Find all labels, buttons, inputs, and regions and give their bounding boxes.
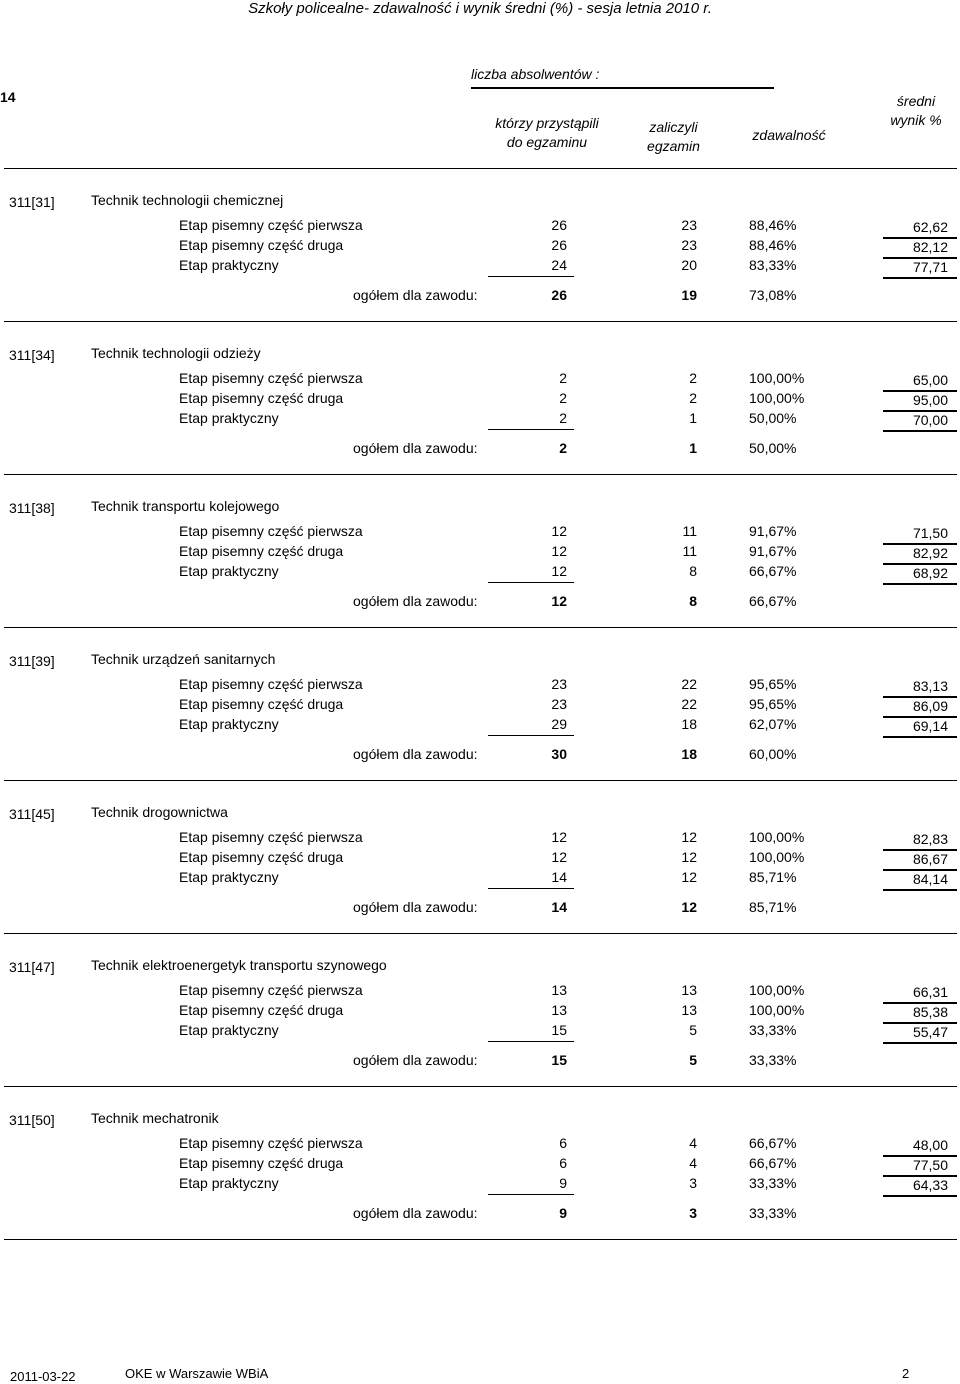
count-underline — [488, 582, 574, 583]
section-code: 311[38] — [9, 500, 55, 516]
stage-przystapili: 14 — [551, 869, 567, 885]
stage-zaliczyli: 8 — [689, 563, 697, 579]
section-2 — [0, 495, 960, 648]
stage-label: Etap pisemny część pierwsza — [179, 982, 363, 998]
section-name: Technik elektroenergetyk transportu szynowego — [91, 957, 387, 973]
stage-wynik: 82,12 — [912, 239, 948, 255]
stage-przystapili: 24 — [551, 257, 567, 273]
stage-wynik: 86,09 — [912, 698, 948, 714]
total-zaliczyli: 12 — [681, 899, 697, 915]
total-zdawalnosc: 66,67% — [749, 593, 797, 609]
section-name: Technik transportu kolejowego — [91, 498, 280, 514]
stage-przystapili: 29 — [551, 716, 567, 732]
stage-zaliczyli: 20 — [681, 257, 697, 273]
total-row — [0, 1205, 960, 1225]
stage-wynik: 77,50 — [912, 1157, 948, 1173]
count-underline — [488, 888, 574, 889]
stage-row — [0, 1155, 960, 1175]
header-col-zaliczyli — [626, 118, 721, 156]
section-6 — [0, 1107, 960, 1260]
stage-zdawalnosc: 100,00% — [749, 370, 805, 386]
section-code: 311[31] — [9, 194, 55, 210]
section-name: Technik urządzeń sanitarnych — [91, 651, 276, 667]
wynik-underline — [883, 277, 957, 279]
total-przystapili: 9 — [559, 1205, 567, 1221]
stage-row — [0, 257, 960, 277]
total-zdawalnosc: 85,71% — [749, 899, 797, 915]
section-4 — [0, 801, 960, 954]
stage-zaliczyli: 12 — [681, 829, 697, 845]
stage-przystapili: 6 — [559, 1155, 567, 1171]
stage-zdawalnosc: 100,00% — [749, 1002, 805, 1018]
section-rule — [4, 1086, 957, 1087]
total-przystapili: 15 — [551, 1052, 567, 1068]
stage-label: Etap praktyczny — [179, 869, 279, 885]
stage-row — [0, 869, 960, 889]
stage-zdawalnosc: 91,67% — [749, 543, 797, 559]
stage-zaliczyli: 2 — [689, 370, 697, 386]
section-0 — [0, 189, 960, 342]
stage-przystapili: 12 — [551, 849, 567, 865]
stage-label: Etap pisemny część druga — [179, 696, 344, 712]
stage-wynik: 83,13 — [912, 678, 948, 694]
stage-zdawalnosc: 91,67% — [749, 523, 797, 539]
stage-label: Etap pisemny część pierwsza — [179, 1135, 363, 1151]
header-rule — [4, 168, 957, 169]
header-group-underline — [471, 87, 774, 89]
stage-label: Etap pisemny część druga — [179, 1002, 344, 1018]
stage-zaliczyli: 2 — [689, 390, 697, 406]
stage-label: Etap pisemny część druga — [179, 237, 344, 253]
stage-przystapili: 13 — [551, 1002, 567, 1018]
stage-label: Etap pisemny część druga — [179, 390, 344, 406]
stage-row — [0, 696, 960, 716]
total-row — [0, 287, 960, 307]
stage-zaliczyli: 4 — [689, 1155, 697, 1171]
stage-row — [0, 390, 960, 410]
stage-row — [0, 543, 960, 563]
stage-zdawalnosc: 66,67% — [749, 1155, 797, 1171]
header-col-przystapili-line2: do egzaminu — [506, 134, 588, 150]
stage-label: Etap pisemny część pierwsza — [179, 370, 363, 386]
stage-wynik: 69,14 — [912, 718, 948, 734]
total-label: ogółem dla zawodu: — [353, 440, 478, 456]
footer-page: 2 — [902, 1366, 910, 1381]
stage-przystapili: 23 — [551, 676, 567, 692]
wynik-underline — [883, 1195, 957, 1197]
stage-przystapili: 12 — [551, 543, 567, 559]
stage-row — [0, 829, 960, 849]
stage-label: Etap praktyczny — [179, 716, 279, 732]
stage-zaliczyli: 3 — [689, 1175, 697, 1191]
stage-wynik: 70,00 — [912, 412, 948, 428]
header-col-wynik-line2: wynik % — [890, 112, 942, 128]
section-code: 311[47] — [9, 959, 55, 975]
section-rule — [4, 1239, 957, 1240]
stage-row — [0, 1175, 960, 1195]
section-name: Technik technologii odzieży — [91, 345, 261, 361]
stage-label: Etap praktyczny — [179, 1175, 279, 1191]
footer-date: 2011-03-22 — [10, 1369, 76, 1384]
stage-row — [0, 237, 960, 257]
wynik-underline — [883, 736, 957, 738]
stage-row — [0, 716, 960, 736]
stage-wynik: 65,00 — [912, 372, 948, 388]
stage-label: Etap praktyczny — [179, 257, 279, 273]
stage-przystapili: 12 — [551, 523, 567, 539]
stage-zaliczyli: 11 — [682, 543, 697, 559]
section-name: Technik technologii chemicznej — [91, 192, 284, 208]
total-label: ogółem dla zawodu: — [353, 1205, 478, 1221]
stage-przystapili: 26 — [551, 237, 567, 253]
stage-wynik: 82,92 — [912, 545, 948, 561]
total-zdawalnosc: 60,00% — [749, 746, 797, 762]
total-row — [0, 440, 960, 460]
stage-zaliczyli: 5 — [689, 1022, 697, 1038]
section-rule — [4, 780, 957, 781]
stage-label: Etap praktyczny — [179, 563, 279, 579]
stage-przystapili: 13 — [551, 982, 567, 998]
stage-label: Etap pisemny część druga — [179, 849, 344, 865]
total-label: ogółem dla zawodu: — [353, 746, 478, 762]
stage-zaliczyli: 23 — [681, 217, 697, 233]
count-underline — [488, 735, 574, 736]
total-row — [0, 746, 960, 766]
total-przystapili: 14 — [551, 899, 567, 915]
stage-przystapili: 12 — [551, 829, 567, 845]
wynik-underline — [883, 583, 957, 585]
total-zaliczyli: 18 — [681, 746, 697, 762]
stage-przystapili: 9 — [559, 1175, 567, 1191]
stage-label: Etap pisemny część pierwsza — [179, 829, 363, 845]
total-przystapili: 12 — [551, 593, 567, 609]
wynik-underline — [883, 889, 957, 891]
stage-row — [0, 1002, 960, 1022]
stage-przystapili: 2 — [559, 410, 567, 426]
total-row — [0, 899, 960, 919]
stage-wynik: 68,92 — [912, 565, 948, 581]
stage-zdawalnosc: 95,65% — [749, 676, 797, 692]
page-title: Szkoły policealne- zdawalność i wynik średni (%) - sesja letnia 2010 r. — [248, 0, 712, 17]
section-5 — [0, 954, 960, 1107]
stage-zdawalnosc: 33,33% — [749, 1022, 797, 1038]
header-col-zdawalnosc: zdawalność — [752, 127, 826, 143]
stage-zdawalnosc: 83,33% — [749, 257, 797, 273]
stage-wynik: 84,14 — [912, 871, 948, 887]
stage-zaliczyli: 11 — [682, 523, 697, 539]
header-col-zaliczyli-line1: zaliczyli — [649, 119, 698, 135]
total-zaliczyli: 3 — [689, 1205, 697, 1221]
total-przystapili: 30 — [551, 746, 567, 762]
total-zdawalnosc: 50,00% — [749, 440, 797, 456]
stage-label: Etap pisemny część pierwsza — [179, 676, 363, 692]
stage-wynik: 77,71 — [912, 259, 948, 275]
stage-przystapili: 6 — [559, 1135, 567, 1151]
total-zaliczyli: 19 — [681, 287, 697, 303]
total-zaliczyli: 1 — [689, 440, 697, 456]
section-rule — [4, 627, 957, 628]
stage-zdawalnosc: 100,00% — [749, 390, 805, 406]
stage-row — [0, 1135, 960, 1155]
stage-wynik: 66,31 — [912, 984, 948, 1000]
stage-label: Etap praktyczny — [179, 410, 279, 426]
stage-zdawalnosc: 88,46% — [749, 217, 797, 233]
stage-row — [0, 370, 960, 390]
stage-wynik: 85,38 — [912, 1004, 948, 1020]
stage-wynik: 82,83 — [912, 831, 948, 847]
stage-row — [0, 563, 960, 583]
stage-zaliczyli: 12 — [681, 849, 697, 865]
wynik-underline — [883, 430, 957, 432]
stage-przystapili: 26 — [551, 217, 567, 233]
stage-przystapili: 2 — [559, 370, 567, 386]
section-code: 311[34] — [9, 347, 55, 363]
section-code: 311[39] — [9, 653, 55, 669]
stage-zaliczyli: 1 — [689, 410, 697, 426]
total-label: ogółem dla zawodu: — [353, 593, 478, 609]
total-row — [0, 1052, 960, 1072]
total-przystapili: 2 — [559, 440, 567, 456]
section-code: 311[45] — [9, 806, 55, 822]
stage-zdawalnosc: 95,65% — [749, 696, 797, 712]
count-underline — [488, 1041, 574, 1042]
stage-zdawalnosc: 100,00% — [749, 829, 805, 845]
header-col-przystapili-line1: którzy przystąpili — [495, 115, 599, 131]
stage-row — [0, 982, 960, 1002]
section-rule — [4, 474, 957, 475]
stage-przystapili: 2 — [559, 390, 567, 406]
total-zdawalnosc: 33,33% — [749, 1052, 797, 1068]
total-row — [0, 593, 960, 613]
section-name: Technik mechatronik — [91, 1110, 219, 1126]
footer-org: OKE w Warszawie WBiA — [125, 1366, 269, 1381]
stage-label: Etap praktyczny — [179, 1022, 279, 1038]
stage-zaliczyli: 13 — [681, 982, 697, 998]
section-code: 311[50] — [9, 1112, 55, 1128]
stage-label: Etap pisemny część pierwsza — [179, 217, 363, 233]
stage-przystapili: 15 — [551, 1022, 567, 1038]
total-label: ogółem dla zawodu: — [353, 1052, 478, 1068]
section-3 — [0, 648, 960, 801]
stage-row — [0, 410, 960, 430]
wynik-underline — [883, 1042, 957, 1044]
stage-wynik: 71,50 — [912, 525, 948, 541]
stage-zdawalnosc: 33,33% — [749, 1175, 797, 1191]
stage-row — [0, 676, 960, 696]
section-1 — [0, 342, 960, 495]
total-przystapili: 26 — [551, 287, 567, 303]
section-rule — [4, 321, 957, 322]
header-col-zaliczyli-line2: egzamin — [647, 138, 700, 154]
stage-zdawalnosc: 62,07% — [749, 716, 797, 732]
header-col-wynik — [876, 92, 956, 130]
stage-zdawalnosc: 100,00% — [749, 982, 805, 998]
stage-wynik: 62,62 — [912, 219, 948, 235]
section-rule — [4, 933, 957, 934]
stage-zdawalnosc: 66,67% — [749, 1135, 797, 1151]
stage-zdawalnosc: 50,00% — [749, 410, 797, 426]
stage-row — [0, 217, 960, 237]
stage-wynik: 95,00 — [912, 392, 948, 408]
stage-zdawalnosc: 100,00% — [749, 849, 805, 865]
stage-label: Etap pisemny część druga — [179, 543, 344, 559]
total-zaliczyli: 5 — [689, 1052, 697, 1068]
header-col-przystapili — [480, 114, 614, 152]
stage-zaliczyli: 23 — [681, 237, 697, 253]
stage-zdawalnosc: 88,46% — [749, 237, 797, 253]
stage-label: Etap pisemny część druga — [179, 1155, 344, 1171]
stage-zaliczyli: 22 — [681, 676, 697, 692]
total-label: ogółem dla zawodu: — [353, 287, 478, 303]
total-zaliczyli: 8 — [689, 593, 697, 609]
section-name: Technik drogownictwa — [91, 804, 228, 820]
stage-zaliczyli: 22 — [681, 696, 697, 712]
stage-label: Etap pisemny część pierwsza — [179, 523, 363, 539]
count-underline — [488, 276, 574, 277]
total-label: ogółem dla zawodu: — [353, 899, 478, 915]
count-underline — [488, 1194, 574, 1195]
total-zdawalnosc: 73,08% — [749, 287, 797, 303]
stage-zaliczyli: 4 — [689, 1135, 697, 1151]
stage-zaliczyli: 13 — [681, 1002, 697, 1018]
stage-zaliczyli: 18 — [681, 716, 697, 732]
stage-zdawalnosc: 66,67% — [749, 563, 797, 579]
stage-row — [0, 1022, 960, 1042]
stage-zaliczyli: 12 — [681, 869, 697, 885]
total-zdawalnosc: 33,33% — [749, 1205, 797, 1221]
stage-wynik: 64,33 — [912, 1177, 948, 1193]
stage-wynik: 86,67 — [912, 851, 948, 867]
stage-wynik: 55,47 — [912, 1024, 948, 1040]
stage-przystapili: 23 — [551, 696, 567, 712]
header-col-wynik-line1: średni — [896, 93, 936, 109]
count-underline — [488, 429, 574, 430]
stage-zdawalnosc: 85,71% — [749, 869, 797, 885]
stage-wynik: 48,00 — [912, 1137, 948, 1153]
stage-przystapili: 12 — [551, 563, 567, 579]
header-group-label: liczba absolwentów : — [471, 66, 600, 82]
page-number: 14 — [0, 89, 16, 105]
stage-row — [0, 849, 960, 869]
stage-row — [0, 523, 960, 543]
